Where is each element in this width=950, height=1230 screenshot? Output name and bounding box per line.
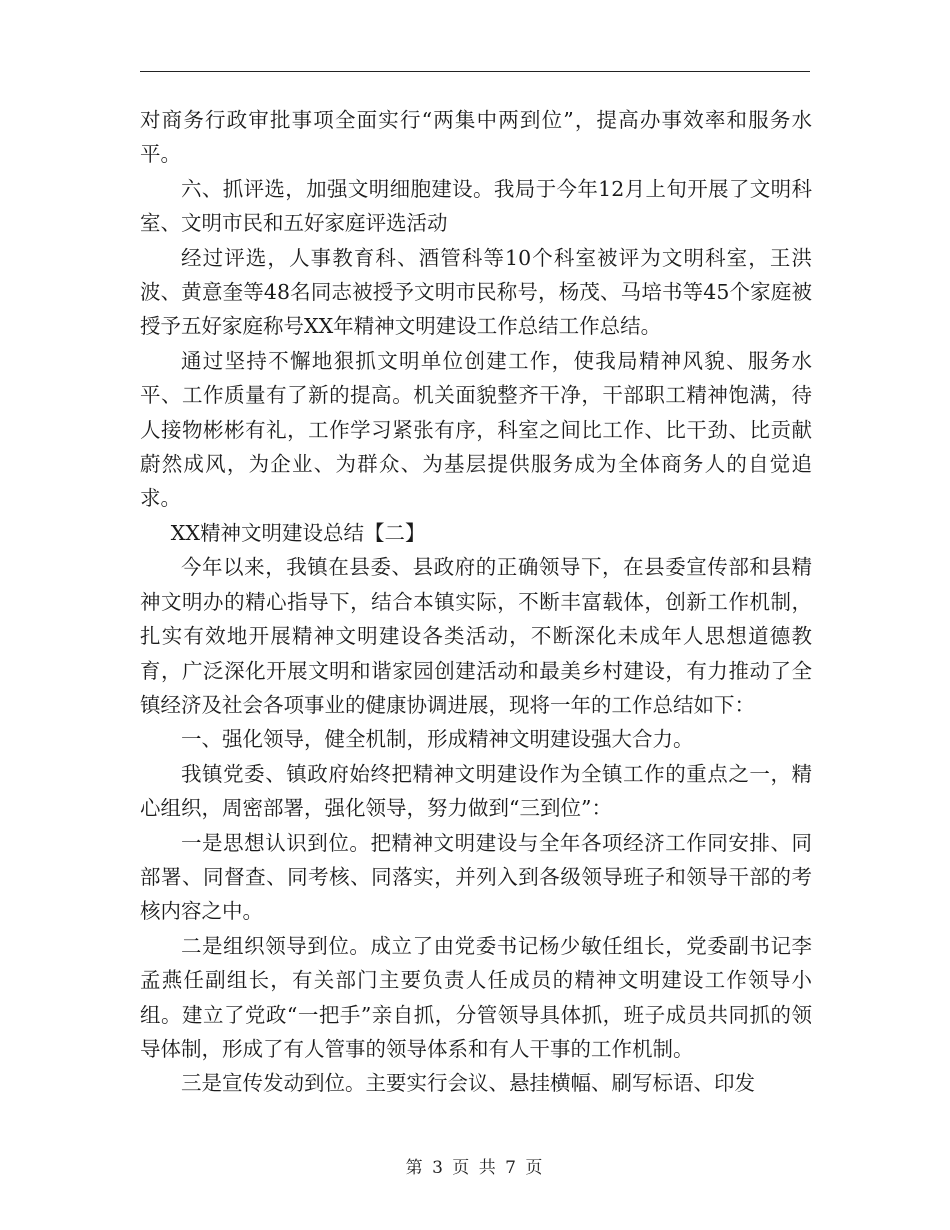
paragraph: 经过评选，人事教育科、酒管科等10个科室被评为文明科室，王洪波、黄意奎等48名同志被授予文明市民称号，杨茂、马培书等45个家庭被授予五好家庭称号XX年精神文明建设工作总结工作总结。 bbox=[140, 245, 812, 339]
paragraph: 三是宣传发动到位。主要实行会议、悬挂横幅、刷写标语、印发 bbox=[181, 1071, 755, 1096]
paragraph: 对商务行政审批事项全面实行“两集中两到位”，提高办事效率和服务水平。 bbox=[140, 108, 812, 167]
paragraph: 一是思想认识到位。把精神文明建设与全年各项经济工作同安排、同部署、同督查、同考核、同落实，并列入到各级领导班子和领导干部的考核内容之中。 bbox=[140, 830, 812, 924]
section-heading: XX精神文明建设总结【二】 bbox=[170, 520, 426, 545]
page-number: 第 3 页 共 7 页 bbox=[405, 1158, 545, 1178]
header-rule bbox=[140, 71, 810, 72]
paragraph: 六、抓评选，加强文明细胞建设。我局于今年12月上旬开展了文明科室、文明市民和五好家庭评选活动 bbox=[140, 176, 812, 236]
paragraph: 一、强化领导，健全机制，形成精神文明建设强大合力。 bbox=[181, 727, 694, 752]
paragraph: 二是组织领导到位。成立了由党委书记杨少敏任组长，党委副书记李孟燕任副组长，有关部门主要负责人任成员的精神文明建设工作领导小组。建立了党政“一把手”亲自抓，分管领导具体抓，班子成员共同抓的领导体制，形成了有人管事的领导体系和有人干事的工作机制。 bbox=[140, 933, 812, 1061]
paragraph: 我镇党委、镇政府始终把精神文明建设作为全镇工作的重点之一，精心组织，周密部署，强化领导，努力做到“三到位”： bbox=[140, 761, 812, 821]
paragraph: 今年以来，我镇在县委、县政府的正确领导下，在县委宣传部和县精神文明办的精心指导下，结合本镇实际，不断丰富载体，创新工作机制，扎实有效地开展精神文明建设各类活动，不断深化未成年人思想道德教育，广泛深化开展文明和谐家园创建活动和最美乡村建设，有力推动了全镇经济及社会各项事业的健康协调进展，现将一年的工作总结如下： bbox=[140, 555, 812, 717]
document-body bbox=[140, 103, 812, 1101]
paragraph: 通过坚持不懈地狠抓文明单位创建工作，使我局精神风貌、服务水平、工作质量有了新的提高。机关面貌整齐干净，干部职工精神饱满，待人接物彬彬有礼，工作学习紧张有序，科室之间比工作、比干劲、比贡献蔚然成风，为企业、为群众、为基层提供服务成为全体商务人的自觉追求。 bbox=[140, 348, 812, 511]
